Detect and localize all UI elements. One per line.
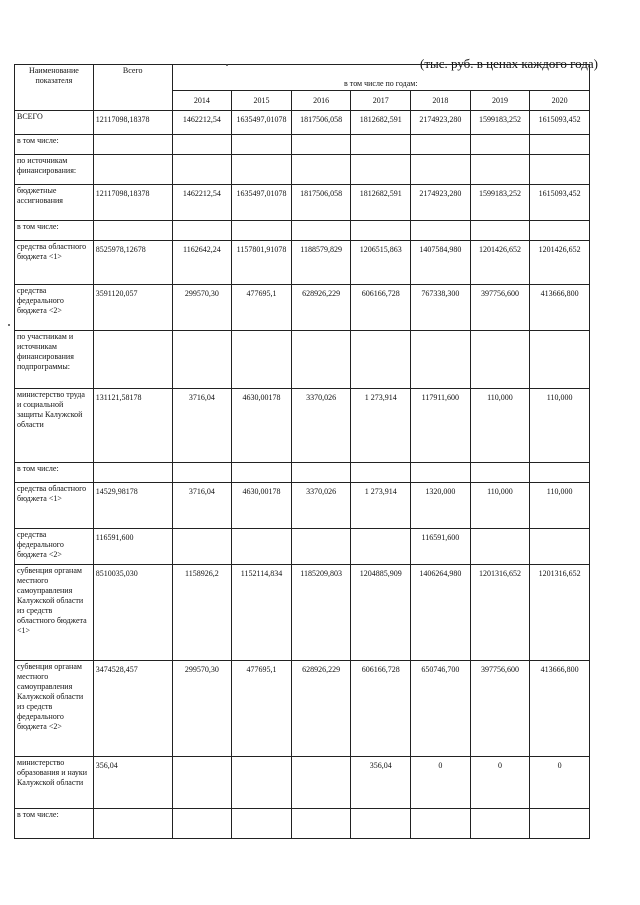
column-header-year: 2014 [172, 91, 232, 111]
year-value-cell [351, 155, 411, 185]
year-value-cell [232, 155, 292, 185]
year-value-cell: 0 [470, 757, 530, 809]
year-value-cell: 413666,800 [530, 285, 590, 331]
table-row [15, 529, 590, 565]
year-value-cell: 2174923,280 [411, 111, 471, 135]
column-header-year: 2018 [411, 91, 471, 111]
table-row [15, 661, 590, 757]
year-value-cell: 1201426,652 [470, 241, 530, 285]
row-total: 131121,58178 [93, 389, 172, 463]
row-total: 12117098,18378 [93, 185, 172, 221]
year-value-cell [172, 529, 232, 565]
year-value-cell [530, 809, 590, 839]
year-value-cell [232, 221, 292, 241]
row-total: 8525978,12678 [93, 241, 172, 285]
year-value-cell [172, 809, 232, 839]
year-value-cell: 0 [530, 757, 590, 809]
year-value-cell [530, 221, 590, 241]
year-value-cell: 477695,1 [232, 285, 292, 331]
year-value-cell: 110,000 [530, 483, 590, 529]
year-value-cell: 2174923,280 [411, 185, 471, 221]
column-header-year: 2016 [291, 91, 351, 111]
year-value-cell: 1320,000 [411, 483, 471, 529]
year-value-cell [291, 155, 351, 185]
year-value-cell: 1817506,058 [291, 111, 351, 135]
row-total: 356,04 [93, 757, 172, 809]
year-value-cell: 1185209,803 [291, 565, 351, 661]
year-value-cell [411, 155, 471, 185]
year-value-cell: 356,04 [351, 757, 411, 809]
year-value-cell: 413666,800 [530, 661, 590, 757]
year-value-cell [351, 135, 411, 155]
row-label: средства областного бюджета <1> [15, 241, 94, 285]
year-value-cell: 1201426,652 [530, 241, 590, 285]
year-value-cell [470, 221, 530, 241]
column-header-year: 2015 [232, 91, 292, 111]
year-value-cell: 650746,700 [411, 661, 471, 757]
year-value-cell: 1201316,652 [530, 565, 590, 661]
scan-speck [8, 324, 10, 326]
year-value-cell: 1201316,652 [470, 565, 530, 661]
year-value-cell [530, 463, 590, 483]
year-value-cell: 1158926,2 [172, 565, 232, 661]
year-value-cell: 1157801,91078 [232, 241, 292, 285]
table-row [15, 757, 590, 809]
row-label: министерство труда и социальной защиты Калужской области [15, 389, 94, 463]
row-label: средства федерального бюджета <2> [15, 285, 94, 331]
year-value-cell [530, 155, 590, 185]
column-header-years-caption: в том числе по годам: [172, 65, 589, 91]
row-label: средства областного бюджета <1> [15, 483, 94, 529]
year-value-cell: 116591,600 [411, 529, 471, 565]
year-value-cell [411, 809, 471, 839]
year-value-cell [232, 135, 292, 155]
year-value-cell [470, 463, 530, 483]
year-value-cell: 1817506,058 [291, 185, 351, 221]
year-value-cell [232, 331, 292, 389]
year-value-cell [172, 135, 232, 155]
table-row [15, 241, 590, 285]
year-value-cell [530, 331, 590, 389]
column-header-name: Наименование показателя [15, 65, 94, 111]
row-total: 3591120,057 [93, 285, 172, 331]
table-row [15, 331, 590, 389]
year-value-cell [291, 809, 351, 839]
year-value-cell: 477695,1 [232, 661, 292, 757]
year-value-cell: 117911,600 [411, 389, 471, 463]
year-value-cell: 0 [411, 757, 471, 809]
year-value-cell [291, 757, 351, 809]
year-value-cell [291, 529, 351, 565]
year-value-cell: 1152114,834 [232, 565, 292, 661]
unit-note: (тыс. руб. в ценах каждого года) [420, 56, 598, 71]
year-value-cell [470, 155, 530, 185]
year-value-cell: 1462212,54 [172, 185, 232, 221]
table-row [15, 389, 590, 463]
row-label: субвенция органам местного самоуправления Калужской области из средств федерального бюджета <2> [15, 661, 94, 757]
year-value-cell: 628926,229 [291, 285, 351, 331]
year-value-cell: 1 273,914 [351, 483, 411, 529]
year-value-cell [411, 331, 471, 389]
year-value-cell [470, 331, 530, 389]
year-value-cell [232, 529, 292, 565]
year-value-cell [530, 135, 590, 155]
table-row [15, 285, 590, 331]
table-row [15, 135, 590, 155]
year-value-cell [530, 529, 590, 565]
table-row [15, 483, 590, 529]
year-value-cell: 3716,04 [172, 389, 232, 463]
table-row [15, 111, 590, 135]
table-row [15, 155, 590, 185]
year-value-cell [172, 757, 232, 809]
year-value-cell [172, 463, 232, 483]
year-value-cell [232, 757, 292, 809]
year-value-cell: 1599183,252 [470, 185, 530, 221]
year-value-cell: 1 273,914 [351, 389, 411, 463]
year-value-cell [232, 463, 292, 483]
column-header-year: 2017 [351, 91, 411, 111]
year-value-cell [411, 463, 471, 483]
year-value-cell: 628926,229 [291, 661, 351, 757]
year-value-cell [291, 221, 351, 241]
row-label: в том числе: [15, 463, 94, 483]
year-value-cell: 299570,30 [172, 285, 232, 331]
year-value-cell: 1162642,24 [172, 241, 232, 285]
year-value-cell: 1204885,909 [351, 565, 411, 661]
year-value-cell: 606166,728 [351, 285, 411, 331]
row-label: министерство образования и науки Калужской области [15, 757, 94, 809]
row-total [93, 135, 172, 155]
year-value-cell: 1599183,252 [470, 111, 530, 135]
row-label: в том числе: [15, 221, 94, 241]
year-value-cell: 3716,04 [172, 483, 232, 529]
row-total: 116591,600 [93, 529, 172, 565]
year-value-cell [470, 135, 530, 155]
year-value-cell [232, 809, 292, 839]
year-value-cell [411, 135, 471, 155]
year-value-cell: 4630,00178 [232, 483, 292, 529]
row-label: по источникам финансирования: [15, 155, 94, 185]
year-value-cell [470, 529, 530, 565]
year-value-cell: 397756,600 [470, 285, 530, 331]
row-total [93, 331, 172, 389]
row-total: 12117098,18378 [93, 111, 172, 135]
header-row-top [15, 65, 590, 91]
year-value-cell [172, 221, 232, 241]
row-label: в том числе: [15, 809, 94, 839]
year-value-cell [291, 331, 351, 389]
year-value-cell: 1812682,591 [351, 185, 411, 221]
year-value-cell: 1812682,591 [351, 111, 411, 135]
year-value-cell [172, 331, 232, 389]
table-row [15, 221, 590, 241]
row-label: бюджетные ассигнования [15, 185, 94, 221]
year-value-cell [411, 221, 471, 241]
year-value-cell: 1188579,829 [291, 241, 351, 285]
year-value-cell [172, 155, 232, 185]
column-header-year: 2020 [530, 91, 590, 111]
row-total [93, 463, 172, 483]
year-value-cell: 1635497,01078 [232, 111, 292, 135]
row-label: ВСЕГО [15, 111, 94, 135]
row-total: 14529,98178 [93, 483, 172, 529]
year-value-cell: 397756,600 [470, 661, 530, 757]
table-row [15, 565, 590, 661]
budget-table [14, 64, 590, 839]
year-value-cell: 1615093,452 [530, 185, 590, 221]
table-row [15, 809, 590, 839]
year-value-cell [291, 463, 351, 483]
row-total [93, 809, 172, 839]
row-total: 8510035,030 [93, 565, 172, 661]
row-total [93, 155, 172, 185]
year-value-cell [351, 463, 411, 483]
row-label: в том числе: [15, 135, 94, 155]
table-row [15, 185, 590, 221]
year-value-cell [351, 529, 411, 565]
year-value-cell: 767338,300 [411, 285, 471, 331]
year-value-cell: 606166,728 [351, 661, 411, 757]
year-value-cell: 110,000 [530, 389, 590, 463]
row-total [93, 221, 172, 241]
year-value-cell: 1406264,980 [411, 565, 471, 661]
year-value-cell: 110,000 [470, 483, 530, 529]
year-value-cell [470, 809, 530, 839]
scan-speck [226, 64, 228, 66]
year-value-cell: 1635497,01078 [232, 185, 292, 221]
year-value-cell: 110,000 [470, 389, 530, 463]
year-value-cell: 299570,30 [172, 661, 232, 757]
row-label: средства федерального бюджета <2> [15, 529, 94, 565]
year-value-cell [351, 331, 411, 389]
year-value-cell [351, 809, 411, 839]
year-value-cell: 3370,026 [291, 389, 351, 463]
row-total: 3474528,457 [93, 661, 172, 757]
year-value-cell: 3370,026 [291, 483, 351, 529]
column-header-year: 2019 [470, 91, 530, 111]
year-value-cell: 1407584,980 [411, 241, 471, 285]
row-label: субвенция органам местного самоуправления Калужской области из средств областного бюджета <1> [15, 565, 94, 661]
year-value-cell: 1462212,54 [172, 111, 232, 135]
table-row [15, 463, 590, 483]
year-value-cell [351, 221, 411, 241]
year-value-cell: 1615093,452 [530, 111, 590, 135]
row-label: по участникам и источникам финансирования подпрограммы: [15, 331, 94, 389]
year-value-cell: 4630,00178 [232, 389, 292, 463]
year-value-cell [291, 135, 351, 155]
year-value-cell: 1206515,863 [351, 241, 411, 285]
column-header-total: Всего [93, 65, 172, 111]
